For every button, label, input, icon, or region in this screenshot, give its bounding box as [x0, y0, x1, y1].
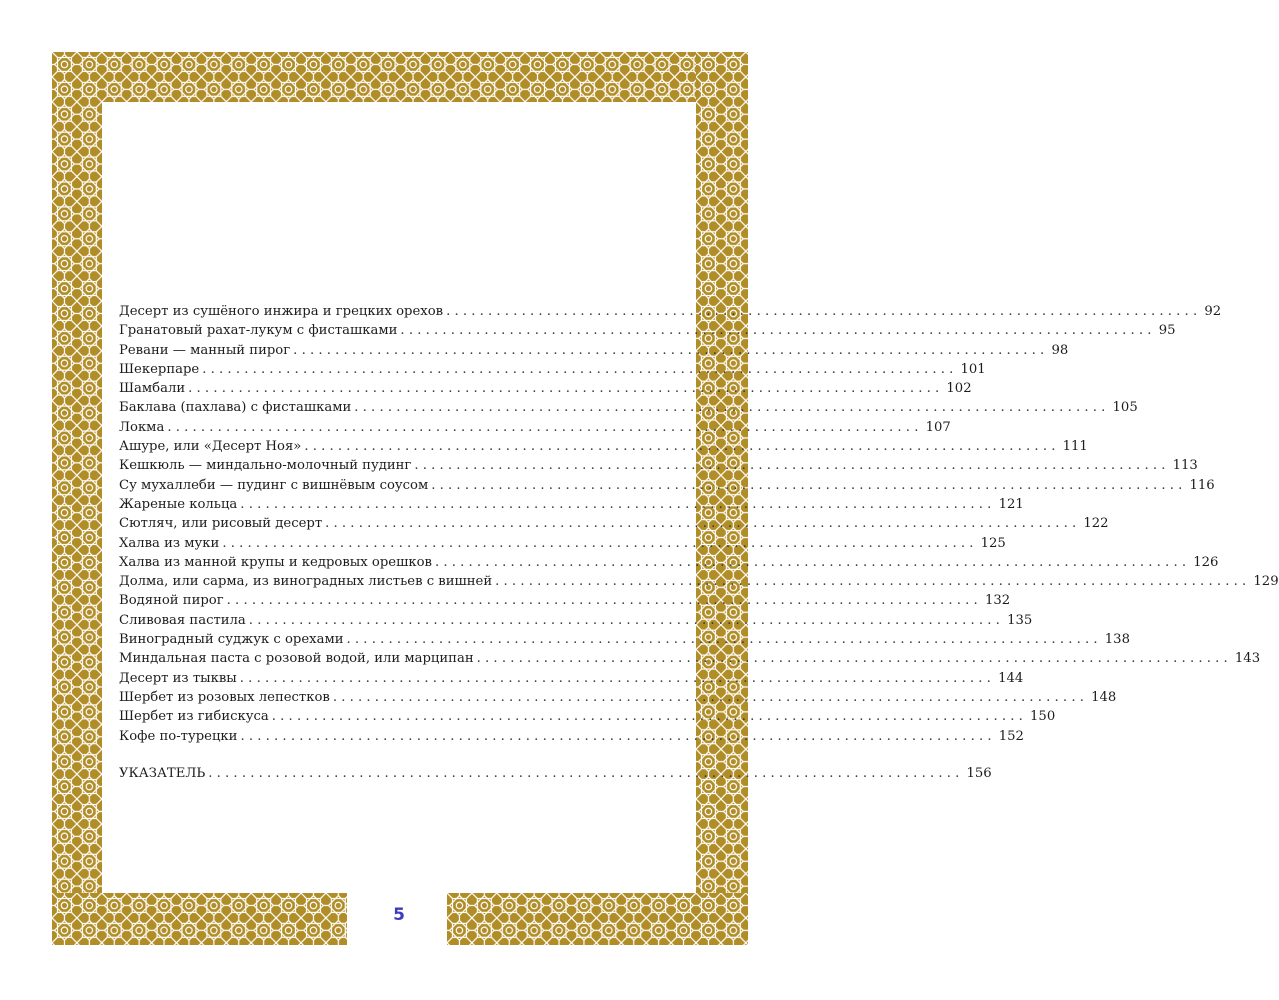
toc-leader-dots: ..........................................................................................: [293, 342, 1049, 358]
toc-entry-page: 122: [1083, 516, 1109, 532]
toc-entry-title: Сливовая пастила: [119, 612, 246, 628]
toc-entry[interactable]: [119, 360, 986, 379]
toc-leader-dots: ..........................................................................................: [240, 728, 996, 744]
toc-entry[interactable]: [119, 495, 1024, 514]
table-of-contents: [119, 302, 1279, 783]
toc-entry-page: 126: [1193, 554, 1219, 570]
toc-entry-title: Сютляч, или рисовый десерт: [119, 516, 323, 532]
toc-entry-page: 116: [1189, 477, 1215, 493]
frame-pattern-top-icon: [52, 52, 748, 102]
toc-entry-page: 102: [946, 381, 972, 397]
toc-entry-page: 143: [1234, 651, 1261, 667]
toc-entry-page: 111: [1062, 439, 1088, 455]
toc-entry-title: Десерт из тыквы: [119, 670, 237, 686]
toc-entry[interactable]: [119, 591, 1011, 610]
toc-entry[interactable]: [119, 707, 1056, 726]
toc-entry-title: Кешкюль — миндально-молочный пудинг: [119, 458, 412, 474]
toc-entry-index[interactable]: [119, 764, 992, 783]
toc-entry[interactable]: [119, 534, 1006, 553]
toc-leader-dots: ..........................................................................................: [446, 304, 1202, 319]
toc-entry-title: Миндальная паста с розовой водой, или марципан: [119, 651, 474, 667]
ornamental-frame-bottom-left: [52, 893, 347, 945]
ornamental-frame-left: [52, 52, 102, 945]
toc-entry-title: Халва из муки: [119, 535, 220, 551]
toc-leader-dots: ..........................................................................................: [188, 381, 944, 397]
toc-leader-dots: ..........................................................................................: [240, 496, 996, 512]
toc-entry-title: Ревани — манный пирог: [119, 342, 291, 358]
toc-leader-dots: ..........................................................................................: [354, 400, 1110, 416]
toc-entry[interactable]: [119, 630, 1130, 649]
toc-entry-title: Шербет из гибискуса: [119, 709, 269, 725]
frame-pattern-bottom-left-icon: [52, 893, 347, 945]
toc-entry-title: Баклава (пахлава) с фисташками: [119, 400, 352, 416]
toc-entry-page: 138: [1104, 632, 1130, 648]
toc-entry-title: Су мухаллеби — пудинг с вишнёвым соусом: [119, 477, 429, 493]
toc-entry[interactable]: [119, 553, 1219, 572]
toc-leader-dots: ..........................................................................................: [332, 689, 1089, 705]
toc-entry-title: Гранатовый рахат-лукум с фисташками: [119, 323, 398, 339]
toc-entry-page: 113: [1172, 458, 1198, 474]
toc-leader-dots: ..........................................................................................: [325, 516, 1081, 532]
toc-leader-dots: ..........................................................................................: [414, 458, 1170, 474]
toc-entry-title: Водяной пирог: [119, 593, 224, 609]
toc-leader-dots: ..........................................................................................: [202, 361, 958, 377]
toc-entry-title: Халва из манной крупы и кедровых орешков: [119, 554, 432, 570]
toc-spacer: [119, 746, 669, 764]
toc-leader-dots: ..........................................................................................: [400, 323, 1156, 339]
page-number: 5: [393, 905, 405, 925]
toc-entry-title: УКАЗАТЕЛЬ: [119, 765, 206, 781]
toc-entry-title: Шамбали: [119, 381, 186, 397]
toc-entry-page: 156: [966, 765, 992, 781]
toc-leader-dots: ..........................................................................................: [495, 574, 1251, 590]
toc-leader-dots: ..........................................................................................: [239, 670, 996, 686]
toc-leader-dots: ..........................................................................................: [431, 477, 1187, 493]
toc-leader-dots: ..........................................................................................: [346, 632, 1102, 648]
toc-entry-title: Долма, или сарма, из виноградных листьев с вишней: [119, 574, 493, 590]
toc-entry[interactable]: [119, 669, 1024, 688]
toc-entry[interactable]: [119, 456, 1198, 475]
toc-entry-page: 152: [998, 728, 1024, 744]
toc-entry-page: 121: [998, 496, 1024, 512]
toc-entry-title: Локма: [119, 419, 165, 435]
toc-entry[interactable]: [119, 341, 1069, 360]
toc-leader-dots: ..........................................................................................: [434, 554, 1191, 570]
toc-leader-dots: ..........................................................................................: [208, 765, 964, 781]
toc-leader-dots: ..........................................................................................: [226, 593, 982, 609]
toc-entry-title: Шекерпаре: [119, 361, 200, 377]
toc-entry[interactable]: [119, 727, 1024, 746]
toc-entry-page: 125: [980, 535, 1006, 551]
toc-entry-page: 98: [1051, 342, 1069, 358]
toc-entry[interactable]: [119, 476, 1215, 495]
toc-leader-dots: ..........................................................................................: [167, 419, 923, 435]
toc-leader-dots: ..........................................................................................: [248, 612, 1005, 628]
toc-entry-title: Кофе по-турецки: [119, 728, 238, 744]
toc-entry[interactable]: [119, 418, 951, 437]
toc-entry[interactable]: [119, 572, 1279, 591]
toc-entry[interactable]: [119, 398, 1138, 417]
toc-leader-dots: ..........................................................................................: [222, 535, 978, 551]
toc-entry-page: 105: [1112, 400, 1138, 416]
toc-entry-page: 107: [925, 419, 951, 435]
toc-entry[interactable]: [119, 688, 1117, 707]
toc-entry[interactable]: [119, 437, 1088, 456]
toc-entry-title: Виноградный суджук с орехами: [119, 632, 344, 648]
toc-entry[interactable]: [119, 514, 1109, 533]
frame-pattern-bottom-right-icon: [447, 893, 748, 945]
frame-pattern-left-icon: [52, 52, 102, 945]
ornamental-frame-top: [52, 52, 748, 102]
toc-entry[interactable]: [119, 611, 1033, 630]
toc-leader-dots: ..........................................................................................: [271, 709, 1028, 725]
toc-entry[interactable]: [119, 649, 1261, 668]
toc-entry-page: 132: [984, 593, 1011, 609]
toc-entry[interactable]: [119, 379, 972, 398]
toc-entry-page: 101: [960, 361, 986, 377]
toc-entry-page: 92: [1204, 304, 1222, 319]
toc-leader-dots: ..........................................................................................: [476, 651, 1232, 667]
toc-entry-title: Жареные кольца: [119, 496, 238, 512]
toc-entry-title: Шербет из розовых лепестков: [119, 689, 330, 705]
toc-entry[interactable]: [119, 321, 1176, 340]
toc-entry-title: Ашуре, или «Десерт Ноя»: [119, 439, 302, 455]
toc-entry-page: 148: [1091, 689, 1117, 705]
toc-entry-title: Десерт из сушёного инжира и грецких орехов: [119, 304, 444, 319]
toc-entry-page: 95: [1158, 323, 1176, 339]
toc-entry[interactable]: [119, 302, 1222, 321]
toc-entry-page: 135: [1007, 612, 1033, 628]
toc-entry-page: 144: [998, 670, 1024, 686]
ornamental-frame-bottom-right: [447, 893, 748, 945]
toc-entry-page: 129: [1253, 574, 1279, 590]
toc-leader-dots: ..........................................................................................: [304, 439, 1060, 455]
toc-entry-page: 150: [1030, 709, 1056, 725]
